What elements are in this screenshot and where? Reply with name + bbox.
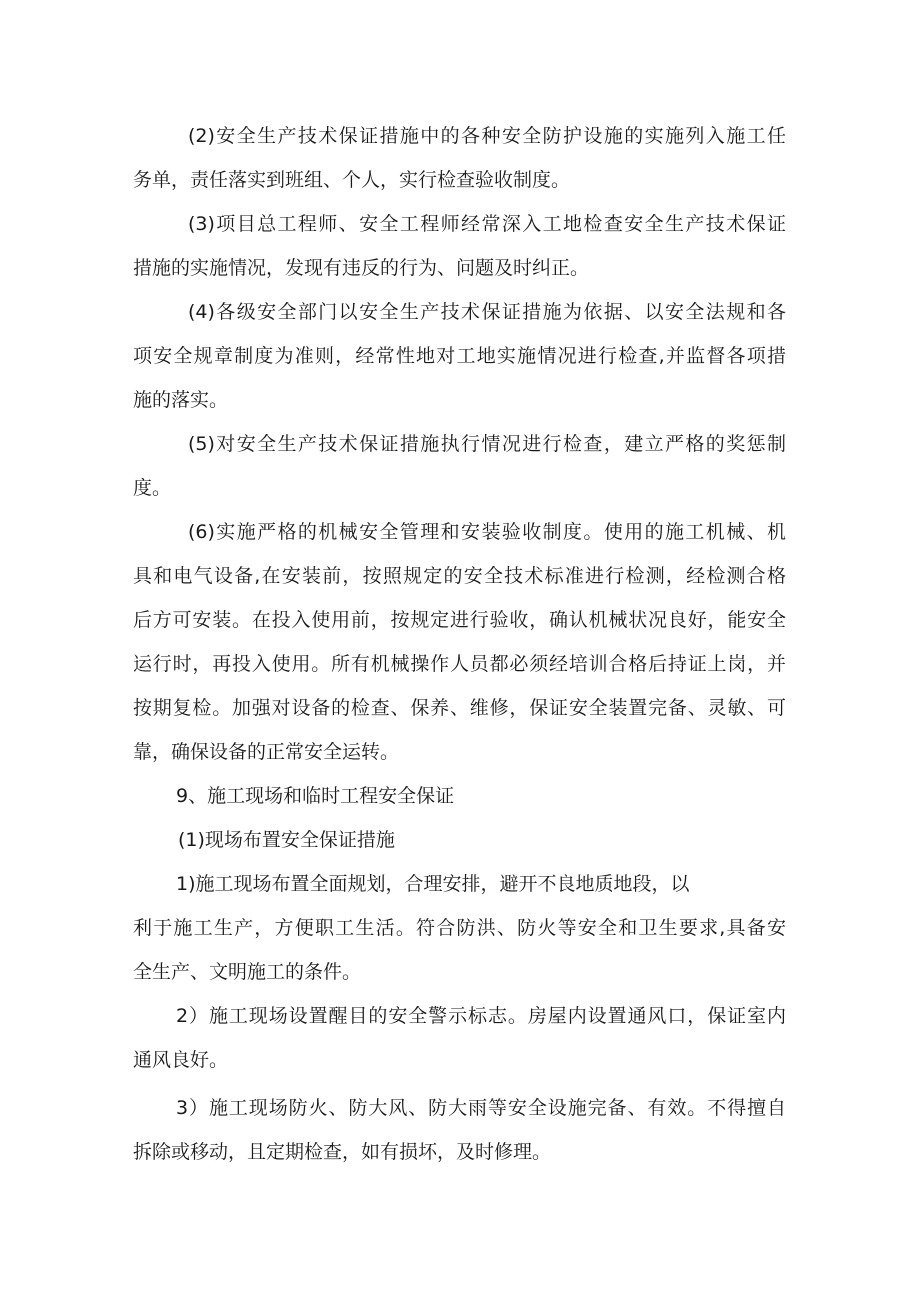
text-line: 具和电气设备,在安装前，按照规定的安全技术标准进行检测，经检测合格: [133, 565, 786, 587]
section-heading: 9、施工现场和临时工程安全保证: [176, 785, 455, 807]
text-line: 施的落实。: [133, 389, 229, 411]
text-line: 通风良好。: [133, 1049, 229, 1071]
text-line: 2）施工现场设置醒目的安全警示标志。房屋内设置通风口，保证室内: [176, 1005, 786, 1027]
text-line: 项安全规章制度为准则，经常性地对工地实施情况进行检查,并监督各项措: [133, 345, 786, 367]
text-line: (5)对安全生产技术保证措施执行情况进行检查，建立严格的奖惩制: [188, 433, 786, 455]
text-line: 措施的实施情况，发现有违反的行为、问题及时纠正。: [133, 257, 590, 279]
text-line: 度。: [133, 477, 172, 499]
text-line: 务单，责任落实到班组、个人，实行检查验收制度。: [133, 169, 571, 191]
subsection-heading: (1)现场布置安全保证措施: [178, 829, 395, 851]
text-line: 全生产、文明施工的条件。: [133, 961, 362, 983]
text-line: (4)各级安全部门以安全生产技术保证措施为依据、以安全法规和各: [188, 301, 786, 323]
text-line: (3)项目总工程师、安全工程师经常深入工地检查安全生产技术保证: [188, 213, 786, 235]
text-line: 1)施工现场布置全面规划，合理安排，避开不良地质地段，以: [176, 873, 690, 895]
text-line: 3）施工现场防火、防大风、防大雨等安全设施完备、有效。不得擅自: [176, 1097, 786, 1119]
text-line: (2)安全生产技术保证措施中的各种安全防护设施的实施列入施工任: [188, 125, 786, 147]
text-line: 按期复检。加强对设备的检查、保养、维修，保证安全装置完备、灵敏、可: [133, 697, 786, 719]
text-line: 拆除或移动，且定期检查，如有损坏，及时修理。: [133, 1141, 552, 1163]
text-line: 运行时，再投入使用。所有机械操作人员都必须经培训合格后持证上岗，并: [133, 653, 786, 675]
text-line: 靠，确保设备的正常安全运转。: [133, 741, 400, 763]
text-line: 利于施工生产，方便职工生活。符合防洪、防火等安全和卫生要求,具备安: [133, 917, 786, 939]
text-line: 后方可安装。在投入使用前，按规定进行验收，确认机械状况良好，能安全: [133, 609, 786, 631]
text-line: (6)实施严格的机械安全管理和安装验收制度。使用的施工机械、机: [188, 521, 786, 543]
